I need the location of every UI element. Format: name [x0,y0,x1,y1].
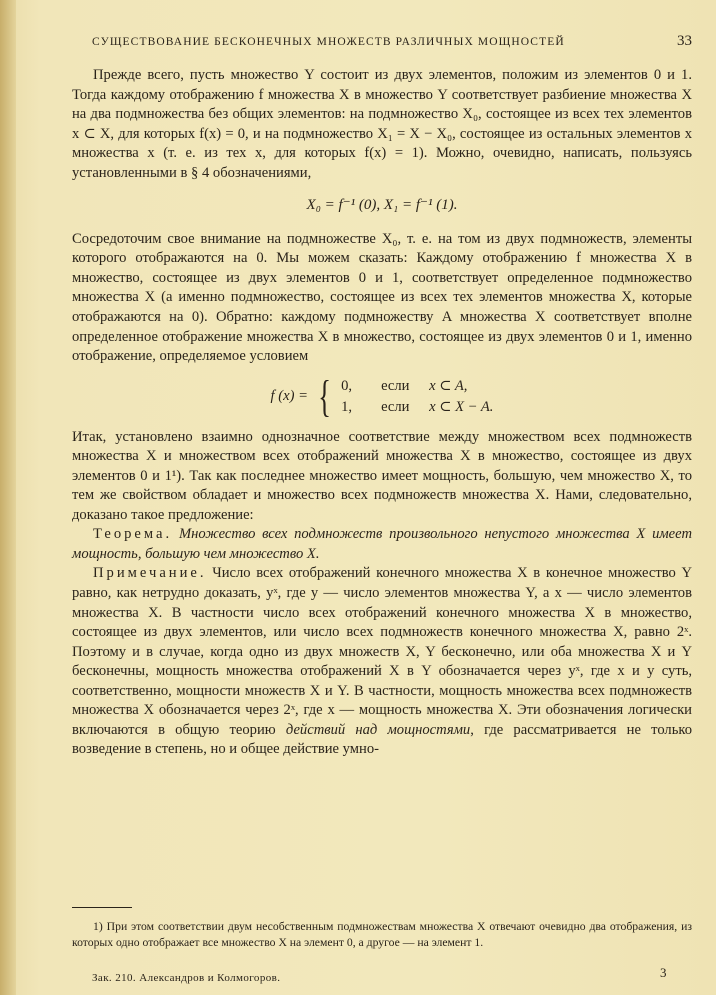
footnote-paragraph [72,919,692,950]
case-condition: x ⊂ A, [429,377,468,394]
paragraph-3: Итак, установлено взаимно однозначное соответствие между множеством всех подмножеств множества X и множеством всех отображений множества X в множество, состоящее из двух элементов 0 и 1¹). Так как последнее множество имеет мощность, большую, чем множество X, то тем же свойством обладает и множество всех подмножеств множества X. Нами, следовательно, доказано такое предложение: [72,428,692,523]
case-condition: x ⊂ X − A. [429,398,494,415]
body-text [72,66,692,760]
book-spine-shadow [0,0,16,995]
page-number: 33 [677,33,692,49]
case-value: 0, [341,377,353,394]
running-head [92,33,692,50]
left-brace-icon: { [318,371,331,421]
running-head-title: СУЩЕСТВОВАНИЕ БЕСКОНЕЧНЫХ МНОЖЕСТВ РАЗЛИЧНЫХ МОЩНОСТЕЙ [92,36,565,48]
footnote-text: При этом соответствии двум несобственным подмножествам множества X отвечают очевидно два отображения, из которых одно отображает все множество X на элемент 0, а другое — на элемент 1. [72,920,692,949]
case-word: если [381,398,410,415]
remark-italic-term: действий над мощностями [285,721,471,738]
sheet-number: 3 [660,965,667,980]
case-row [341,376,493,397]
paragraph-2: Сосредоточим свое внимание на подмножестве X₀, т. е. на том из двух подмножеств, элементы которого отображаются на 0. Мы можем сказать: Каждому отображению f множества X в множество, состоящее из двух элементов 0 и 1, соответствует определенное подмножество множества X (а именно подмножество, состоящее из всех тех элементов множества X, которые отображаются на 0). Обратно: каждому подмножеству A множества X соответствует вполне определенное отображение множества X в множество, состоящее из двух элементов 0 и 1, именно отображение, определяемое условием [72,230,692,365]
remark-text-1: Число всех отображений конечного множества X в конечное множество Y равно, как нетрудно доказать, yˣ, где y — число элементов множества Y, а x — число элементов множества X. В частности число всех отображений конечного множества X в множество, состоящее из двух элементов, или число всех подмножеств конечного множества X, равно 2ˣ. Поэтому и в случае, когда одно из двух множеств X, Y бесконечно, или оба множества X и Y бесконечны, мощность множества отображений X в Y обозначается через yˣ, где x и y суть, соответственно, мощности множеств X и Y. В частности, мощность множества всех подмножеств множества X обозначается через 2ˣ, где x — мощность множества X. Эти обозначения логически включаются в общую теорию [72,565,692,738]
case-row [341,397,493,418]
footnote-marker: 1) [93,920,103,933]
case-word: если [381,377,410,394]
cases-lhs: f (x) = [270,387,308,404]
remark [72,564,692,759]
theorem [72,525,692,564]
footnote-divider [72,907,132,908]
paragraph-1: Прежде всего, пусть множество Y состоит из двух элементов, положим из элементов 0 и 1. Тогда каждому отображению f множества X в множество Y соответствует разбиение множества X на два подмножества без общих элементов: на подмножество X₀, состоящее из всех тех элементов x ⊂ X, для которых f(x) = 0, и на подмножество X₁ = X − X₀, состоящее из остальных элементов x множества x (т. е. из тех x, для которых f(x) = 1). Можно, очевидно, написать, пользуясь установленными в § 4 обозначениями, [72,67,692,181]
formula-cases [72,371,692,421]
theorem-text: Множество всех подмножеств произвольного непустого множества X имеет мощность, большую чем множество X. [72,526,692,562]
printer-signature: Зак. 210. Александров и Колмогоров. [92,972,281,984]
remark-text-2: , где рассматривается не только возведение в степень, но и общее действие умно- [72,721,693,758]
theorem-label: Теорема. [93,526,173,543]
case-value: 1, [341,398,353,415]
case-rows [341,376,493,418]
remark-label: Примечание. [93,565,207,582]
footnote [72,919,692,950]
formula-preimages: X₀ = f⁻¹ (0), X₁ = f⁻¹ (1). [306,197,458,214]
